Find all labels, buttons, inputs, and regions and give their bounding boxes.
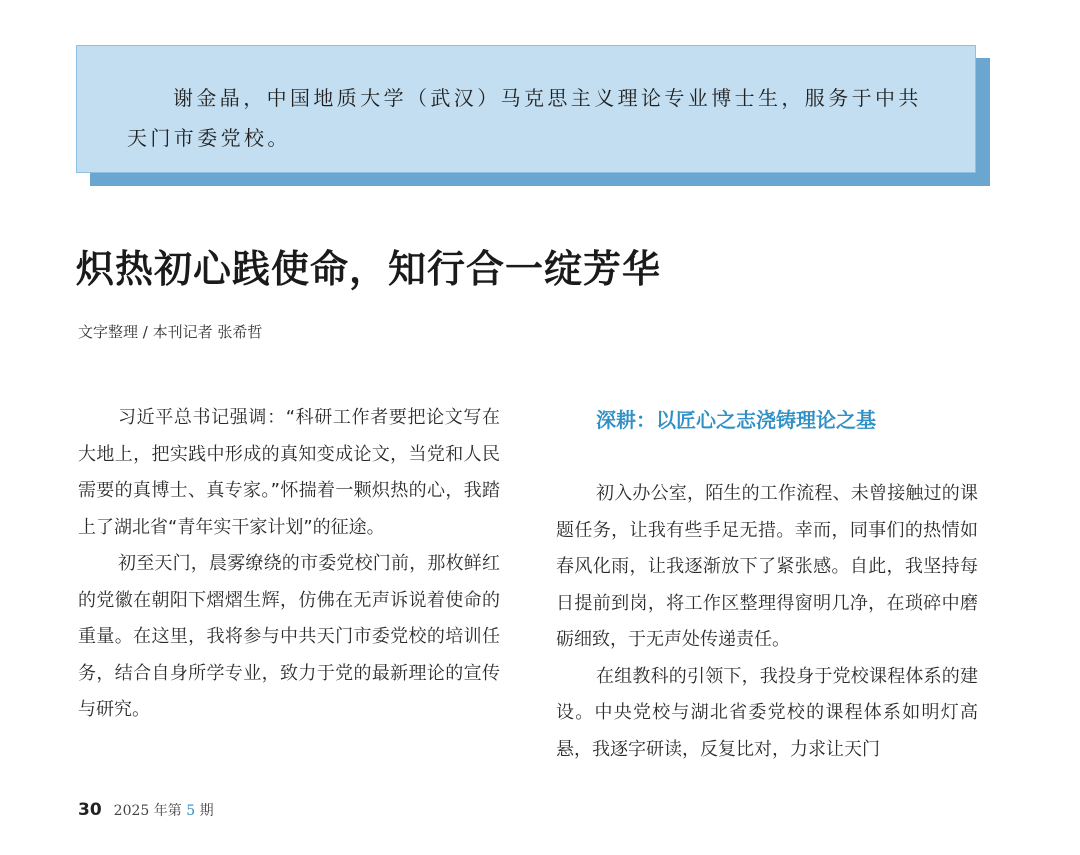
issue-prefix: 2025 年第 — [113, 803, 187, 819]
page-footer — [78, 800, 214, 820]
section-heading: 深耕：以匠心之志浇铸理论之基 — [596, 408, 876, 432]
article-byline: 文字整理 / 本刊记者 张希哲 — [78, 323, 263, 341]
article-title: 炽热初心践使命，知行合一绽芳华 — [76, 246, 662, 291]
paragraph: 在组教科的引领下，我投身于党校课程体系的建设。中央党校与湖北省委党校的课程体系如明灯高悬，我逐字研读，反复比对，力求让天门 — [556, 665, 978, 760]
right-column — [556, 400, 978, 768]
paragraph: 习近平总书记强调：“科研工作者要把论文写在大地上，把实践中形成的真知变成论文，当党和人民需要的真博士、真专家。”怀揣着一颗炽热的心，我踏上了湖北省“青年实干家计划”的征途。 — [78, 407, 500, 538]
page-number: 30 — [78, 800, 102, 820]
author-bio-box — [76, 45, 976, 173]
paragraph: 初入办公室，陌生的工作流程、未曾接触过的课题任务，让我有些手足无措。幸而，同事们的热情如春风化雨，让我逐渐放下了紧张感。自此，我坚持每日提前到岗，将工作区整理得窗明几净，在琐碎中磨砺细致，于无声处传递责任。 — [556, 483, 978, 650]
paragraph: 初至天门，晨雾缭绕的市委党校门前，那枚鲜红的党徽在朝阳下熠熠生辉，仿佛在无声诉说着使命的重量。在这里，我将参与中共天门市委党校的培训任务，结合自身所学专业，致力于党的最新理论的宣传与研究。 — [78, 553, 500, 720]
left-column — [78, 400, 500, 729]
issue-suffix: 期 — [195, 803, 214, 819]
author-bio-text: 谢金晶，中国地质大学（武汉）马克思主义理论专业博士生，服务于中共天门市委党校。 — [127, 86, 922, 150]
issue-number: 5 — [186, 803, 196, 819]
